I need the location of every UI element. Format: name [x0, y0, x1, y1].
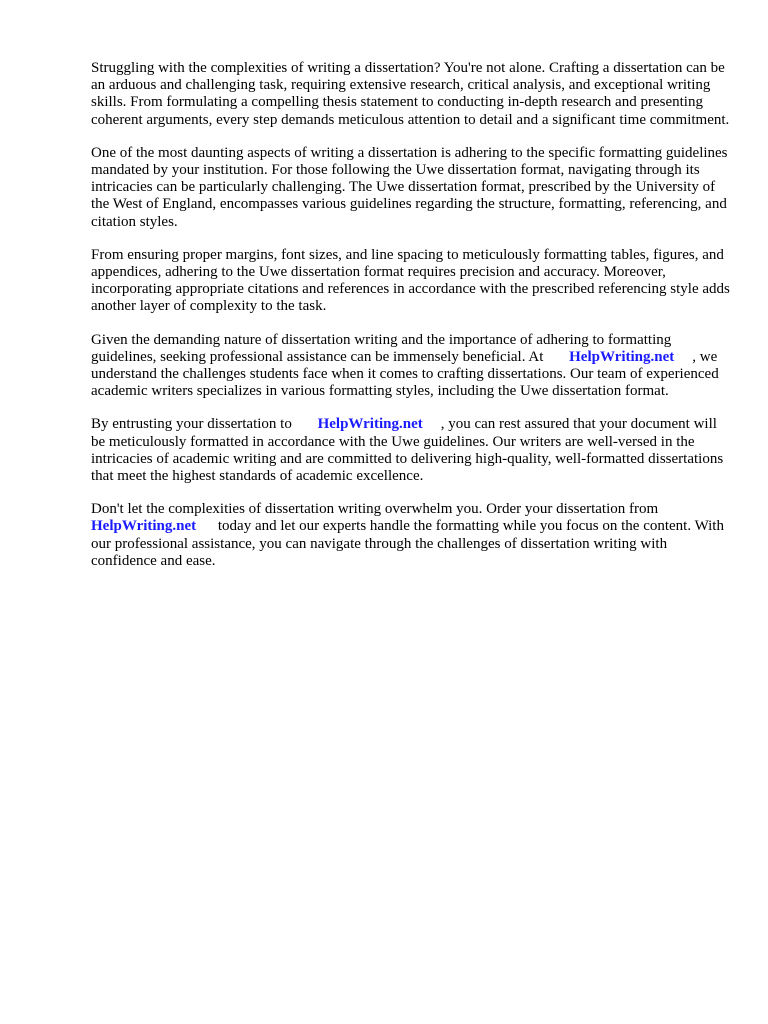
helpwriting-link-2[interactable]: HelpWriting.net: [317, 416, 423, 433]
paragraph-cta-text-end: today and let our experts handle the formatting while you focus on the content. With our professional assistance, you can navigate through the challenges of dissertation writing with confidence and ease.: [91, 518, 724, 569]
paragraph-call-to-action: [91, 501, 731, 570]
helpwriting-link-3[interactable]: HelpWriting.net: [91, 518, 197, 535]
paragraph-entrusting-text-end: , you can rest assured that your document will be meticulously formatted in accordance with the Uwe guidelines. Our writers are well-versed in the intricacies of academic writing and are committed to delivering high-quality, well-formatted dissertations that meet the highest standards of academic excellence.: [91, 416, 724, 485]
paragraph-assistance-text-end: , we understand the challenges students face when it comes to crafting dissertations. Our team of experienced academic writers specializes in various formatting styles, including the Uwe dissertation format.: [91, 348, 719, 400]
paragraph-entrusting-text-start: By entrusting your dissertation to: [91, 416, 292, 433]
paragraph-intro: Struggling with the complexities of writing a dissertation? You're not alone. Crafting a dissertation can be an arduous and challenging task, requiring extensive research, critical analysis, and exceptional writing skills. From formulating a compelling thesis statement to conducting in-depth research and presenting coherent arguments, every step demands meticulous attention to detail and a significant time commitment.: [91, 60, 730, 128]
paragraph-formatting-guidelines: One of the most daunting aspects of writing a dissertation is adhering to the specific formatting guidelines mandated by your institution. For those following the Uwe dissertation format, navigating through its intricacies can be particularly challenging. The Uwe dissertation format, prescribed by the University of the West of England, encompasses various guidelines regarding the structure, formatting, referencing, and citation styles.: [91, 144, 728, 230]
paragraph-precision: From ensuring proper margins, font sizes, and line spacing to meticulously formatting tables, figures, and appendices, adhering to the Uwe dissertation format requires precision and accuracy. Moreover, incorporating appropriate citations and references in accordance with the prescribed referencing style adds another layer of complexity to the task.: [91, 246, 730, 315]
paragraph-assistance-text-start: Given the demanding nature of dissertation writing and the importance of adhering to formatting guidelines, seeking professional assistance can be immensely beneficial. At: [91, 331, 672, 365]
helpwriting-link-1[interactable]: HelpWriting.net: [569, 348, 675, 365]
document-body: [91, 60, 731, 586]
paragraph-entrusting: [91, 416, 731, 485]
paragraph-assistance: [91, 332, 731, 401]
paragraph-cta-text-start: Don't let the complexities of dissertation writing overwhelm you. Order your dissertation from: [91, 501, 659, 518]
